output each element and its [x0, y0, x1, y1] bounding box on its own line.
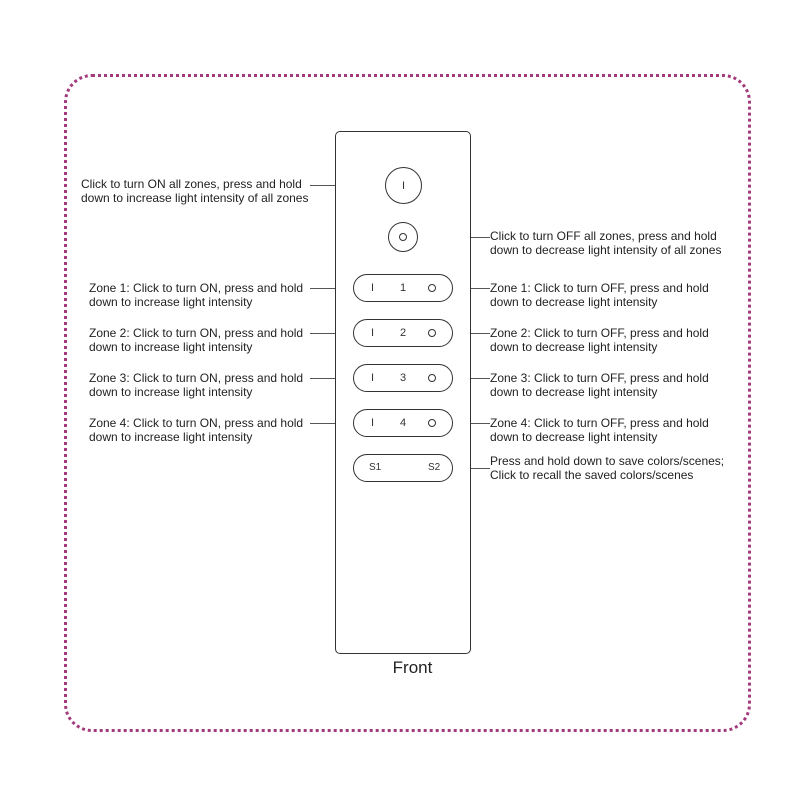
callout-zone-3-off: Zone 3: Click to turn OFF, press and hold down to decrease light intensity — [490, 371, 709, 399]
zone-on-symbol[interactable]: I — [371, 282, 375, 294]
zone-number: 2 — [400, 327, 407, 339]
zone-off-ring-icon[interactable] — [428, 419, 436, 427]
scene-1-button[interactable]: S1 — [369, 462, 382, 473]
zone-3-button[interactable] — [353, 364, 453, 392]
callout-zone-4-off: Zone 4: Click to turn OFF, press and hold down to decrease light intensity — [490, 416, 709, 444]
zone-on-symbol[interactable]: I — [371, 372, 375, 384]
scene-2-button[interactable]: S2 — [428, 462, 441, 473]
zone-on-symbol[interactable]: I — [371, 327, 375, 339]
scene-buttons[interactable] — [353, 454, 453, 482]
zone-on-symbol[interactable]: I — [371, 417, 375, 429]
callout-all-off: Click to turn OFF all zones, press and hold down to decrease light intensity of all zones — [490, 229, 722, 257]
callout-all-on: Click to turn ON all zones, press and hold down to increase light intensity of all zones — [81, 177, 309, 205]
callout-scenes: Press and hold down to save colors/scenes; Click to recall the saved colors/scenes — [490, 454, 725, 482]
all-off-button[interactable] — [388, 222, 418, 252]
zone-off-ring-icon[interactable] — [428, 374, 436, 382]
zone-number: 3 — [400, 372, 407, 384]
remote-control-body — [335, 131, 471, 654]
zone-off-ring-icon[interactable] — [428, 284, 436, 292]
zone-4-button[interactable] — [353, 409, 453, 437]
callout-zone-4-on: Zone 4: Click to turn ON, press and hold down to increase light intensity — [89, 416, 304, 444]
zone-number: 4 — [400, 417, 407, 429]
callout-zone-2-on: Zone 2: Click to turn ON, press and hold down to increase light intensity — [89, 326, 304, 354]
on-symbol: I — [401, 179, 406, 192]
zone-2-button[interactable] — [353, 319, 453, 347]
zone-off-ring-icon[interactable] — [428, 329, 436, 337]
callout-zone-1-off: Zone 1: Click to turn OFF, press and hold down to decrease light intensity — [490, 281, 709, 309]
zone-number: 1 — [400, 282, 407, 294]
callout-zone-3-on: Zone 3: Click to turn ON, press and hold down to increase light intensity — [89, 371, 304, 399]
callout-zone-2-off: Zone 2: Click to turn OFF, press and hold down to decrease light intensity — [490, 326, 709, 354]
callout-zone-1-on: Zone 1: Click to turn ON, press and hold down to increase light intensity — [89, 281, 304, 309]
zone-1-button[interactable] — [353, 274, 453, 302]
all-on-button[interactable] — [385, 167, 422, 204]
off-ring-icon — [399, 233, 407, 241]
front-caption: Front — [392, 658, 433, 677]
